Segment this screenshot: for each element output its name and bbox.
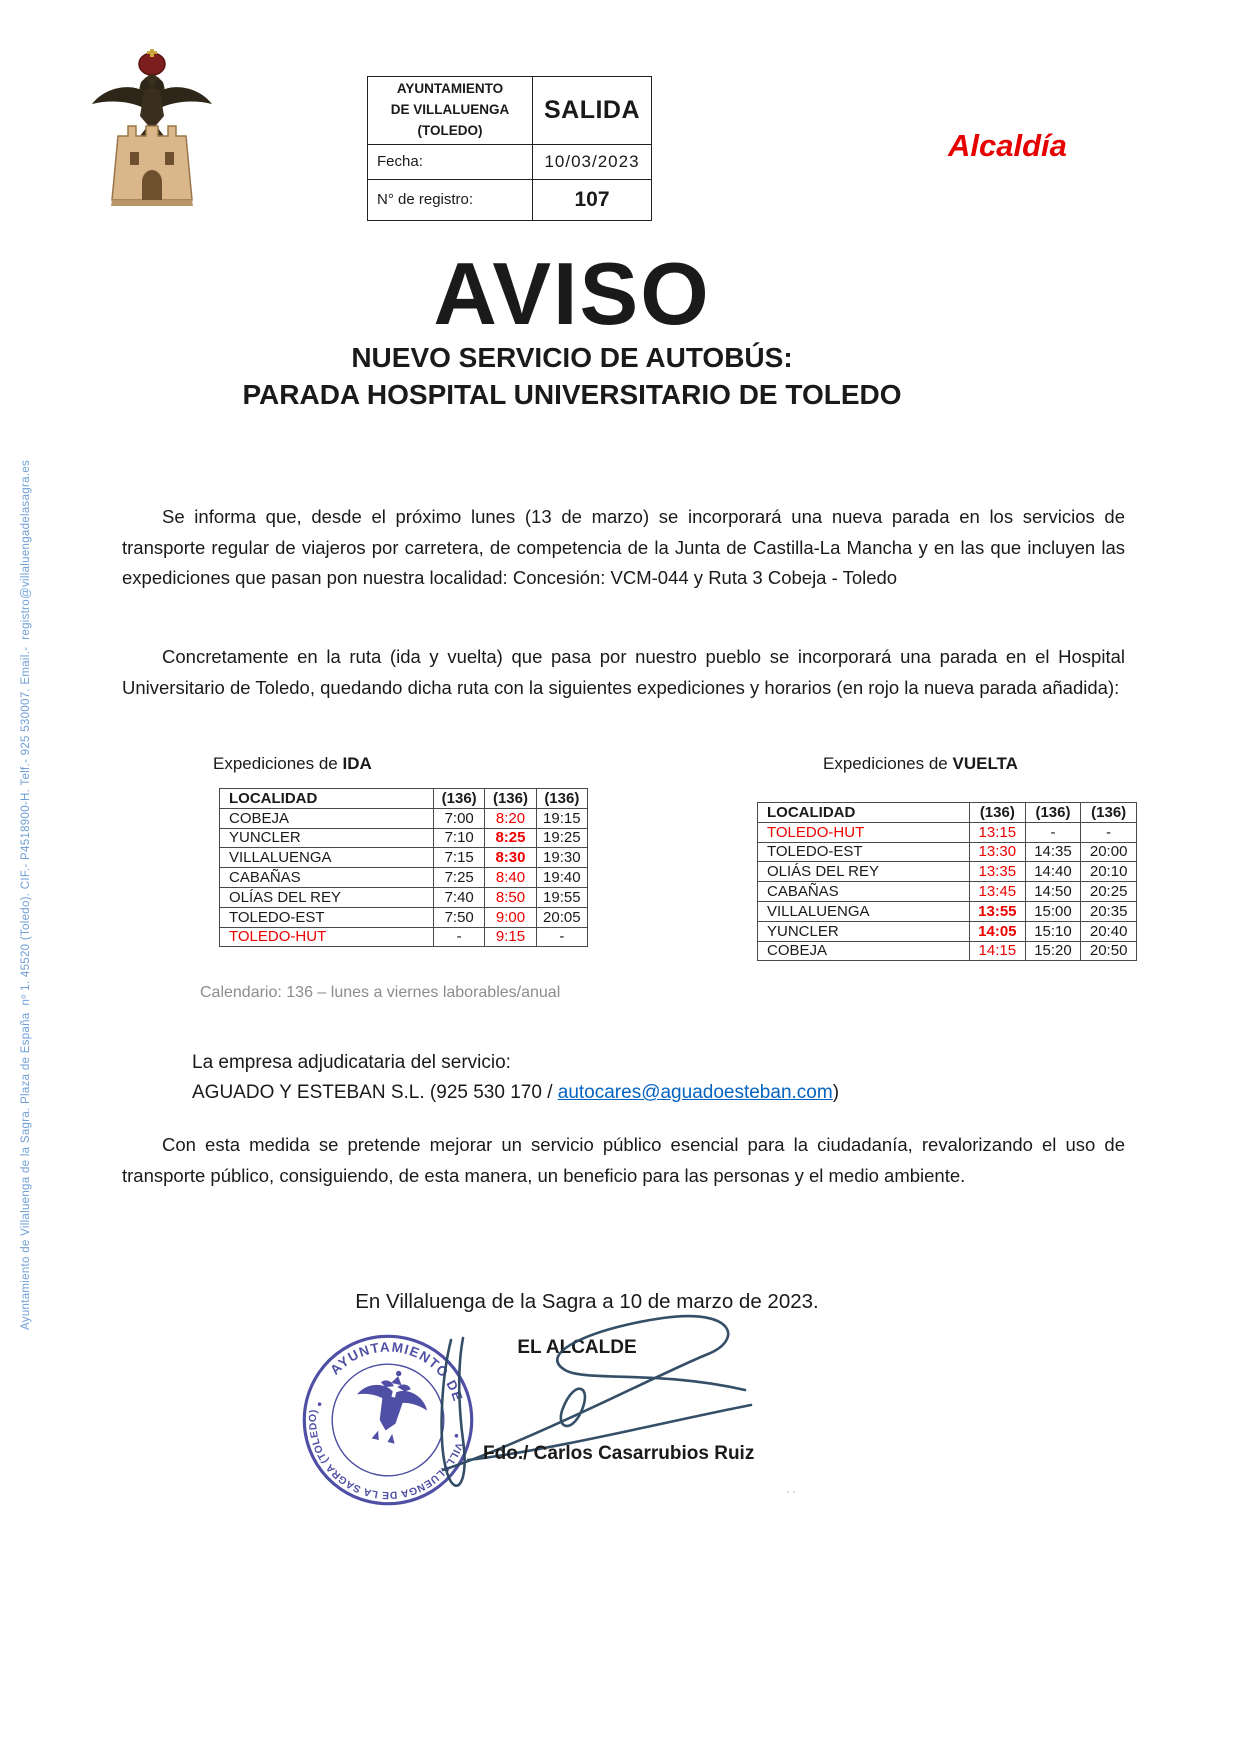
time-cell: 13:55 xyxy=(970,901,1026,921)
time-cell: - xyxy=(434,927,485,947)
registry-number-label: N° de registro: xyxy=(368,179,533,220)
locality-cell: VILLALUENGA xyxy=(758,901,970,921)
locality-cell: YUNCLER xyxy=(758,921,970,941)
registry-number-value: 107 xyxy=(533,179,652,220)
column-header: (136) xyxy=(1025,803,1081,823)
time-cell: 8:30 xyxy=(485,848,536,868)
time-cell: 14:40 xyxy=(1025,862,1081,882)
company-email-link[interactable]: autocares@aguadoesteban.com xyxy=(557,1082,833,1103)
column-header: (136) xyxy=(536,789,587,809)
table-row xyxy=(758,921,1137,941)
paragraph-route: Concretamente en la ruta (ida y vuelta) que pasa por nuestro pueblo se incorporará una parada en el Hospital Universitario de Toledo, quedando dicha ruta con la siguientes expediciones y horarios (en rojo la nueva parada añadida): xyxy=(122,646,1125,698)
time-cell: 19:30 xyxy=(536,848,587,868)
table-row xyxy=(758,941,1137,961)
time-cell: 13:35 xyxy=(970,862,1026,882)
registry-doc-type: SALIDA xyxy=(533,77,652,145)
locality-cell: OLÍAS DEL REY xyxy=(220,887,434,907)
time-cell: - xyxy=(536,927,587,947)
time-cell: 14:35 xyxy=(1025,842,1081,862)
time-cell: 13:45 xyxy=(970,882,1026,902)
caption-ida-word: IDA xyxy=(342,754,372,773)
locality-cell: CABAÑAS xyxy=(220,868,434,888)
table-row xyxy=(220,848,588,868)
time-cell: 19:40 xyxy=(536,868,587,888)
registry-org-line1: AYUNTAMIENTO xyxy=(396,81,504,96)
locality-cell: TOLEDO-EST xyxy=(220,907,434,927)
time-cell: 20:35 xyxy=(1081,901,1137,921)
signature-ink xyxy=(413,1310,758,1510)
column-header: LOCALIDAD xyxy=(758,803,970,823)
signer-title: EL ALCALDE xyxy=(517,1337,637,1358)
signature-mark: ·· xyxy=(786,1484,798,1498)
notice-subtitle-line2: PARADA HOSPITAL UNIVERSITARIO DE TOLEDO xyxy=(242,379,902,411)
timetable-ida xyxy=(219,788,588,947)
time-cell: 14:05 xyxy=(970,921,1026,941)
caption-vuelta xyxy=(823,754,1018,774)
paragraph-intro: Se informa que, desde el próximo lunes (13 de marzo) se incorporará una nueva parada en los servicios de transporte regular de viajeros por carretera, de competencia de la Junta de Castilla-La Mancha y en las que incluyen las expediciones que pasan pon nuestra localidad: Concesión: VCM-044 y Ruta 3 Cobeja - Toledo xyxy=(122,506,1125,588)
signer-name: Fdo./ Carlos Casarrubios Ruiz xyxy=(483,1443,755,1464)
time-cell: 8:40 xyxy=(485,868,536,888)
municipal-coat-of-arms xyxy=(88,48,216,216)
locality-cell: CABAÑAS xyxy=(758,882,970,902)
locality-cell: COBEJA xyxy=(220,808,434,828)
company-name: AGUADO Y ESTEBAN S.L. (925 530 170 / xyxy=(192,1082,558,1103)
time-cell: 8:20 xyxy=(485,808,536,828)
registry-org-line3: (TOLEDO) xyxy=(417,122,483,138)
registry-date-value: 10/03/2023 xyxy=(533,144,652,179)
time-cell: 9:15 xyxy=(485,927,536,947)
table-header-row xyxy=(758,803,1137,823)
title-block xyxy=(122,244,1022,414)
paragraph-closing: Con esta medida se pretende mejorar un servicio público esencial para la ciudadanía, revalorizando el uso de transporte público, consiguiendo, de esta manera, un beneficio para las personas y el medio ambiente. xyxy=(122,1134,1125,1186)
sidebar-contact-text: Ayuntamiento de Villaluenga de la Sagra. Plaza de España nº 1. 45520 (Toledo). CIF.- P4518900-H. Telf.- 925 530007. Email.- registro@villaluengadelasagra.es xyxy=(20,459,32,1330)
time-cell: 7:00 xyxy=(434,808,485,828)
time-cell: 20:05 xyxy=(536,907,587,927)
column-header: (136) xyxy=(485,789,536,809)
table-row xyxy=(220,868,588,888)
time-cell: 7:40 xyxy=(434,887,485,907)
table-row xyxy=(220,808,588,828)
company-line xyxy=(192,1078,839,1108)
company-intro: La empresa adjudicataria del servicio: xyxy=(192,1052,511,1073)
time-cell: 7:15 xyxy=(434,848,485,868)
department-label: Alcaldía xyxy=(948,128,1067,163)
registry-org-line2: DE VILLALUENGA xyxy=(390,101,510,117)
time-cell: 20:40 xyxy=(1081,921,1137,941)
notice-subtitle-line1: NUEVO SERVICIO DE AUTOBÚS: xyxy=(351,342,793,374)
time-cell: 13:30 xyxy=(970,842,1026,862)
table-row xyxy=(220,907,588,927)
table-row xyxy=(758,822,1137,842)
registry-box xyxy=(367,76,652,221)
company-suffix: ) xyxy=(832,1082,840,1103)
column-header: LOCALIDAD xyxy=(220,789,434,809)
table-header-row xyxy=(220,789,588,809)
table-row xyxy=(758,882,1137,902)
locality-cell: COBEJA xyxy=(758,941,970,961)
caption-vuelta-prefix: Expediciones de xyxy=(823,754,953,773)
calendar-note: Calendario: 136 – lunes a viernes laborables/anual xyxy=(200,984,561,1001)
time-cell: 20:10 xyxy=(1081,862,1137,882)
stamp-text-top: AYUNTAMIENTO DE xyxy=(327,1339,466,1404)
locality-cell: YUNCLER xyxy=(220,828,434,848)
company-block xyxy=(192,1048,839,1108)
locality-cell: VILLALUENGA xyxy=(220,848,434,868)
table-row xyxy=(220,828,588,848)
caption-ida xyxy=(213,754,372,774)
time-cell: 8:25 xyxy=(485,828,536,848)
time-cell: 15:20 xyxy=(1025,941,1081,961)
column-header: (136) xyxy=(1081,803,1137,823)
table-row xyxy=(220,887,588,907)
time-cell: 15:00 xyxy=(1025,901,1081,921)
caption-ida-prefix: Expediciones de xyxy=(213,754,343,773)
time-cell: 7:50 xyxy=(434,907,485,927)
locality-cell: TOLEDO-HUT xyxy=(758,822,970,842)
time-cell: 20:00 xyxy=(1081,842,1137,862)
time-cell: 19:55 xyxy=(536,887,587,907)
time-cell: 9:00 xyxy=(485,907,536,927)
time-cell: 19:15 xyxy=(536,808,587,828)
time-cell: 7:10 xyxy=(434,828,485,848)
time-cell: 8:50 xyxy=(485,887,536,907)
column-header: (136) xyxy=(970,803,1026,823)
time-cell: 15:10 xyxy=(1025,921,1081,941)
notice-title: AVISO xyxy=(433,244,711,343)
table-row xyxy=(758,862,1137,882)
stamp-text-bottom: VILLALUENGA DE LA SAGRA (TOLEDO) xyxy=(307,1408,465,1501)
time-cell: 20:25 xyxy=(1081,882,1137,902)
locality-cell: TOLEDO-EST xyxy=(758,842,970,862)
registry-date-label: Fecha: xyxy=(368,144,533,179)
column-header: (136) xyxy=(434,789,485,809)
time-cell: - xyxy=(1025,822,1081,842)
locality-cell: OLIÁS DEL REY xyxy=(758,862,970,882)
time-cell: 20:50 xyxy=(1081,941,1137,961)
time-cell: 14:50 xyxy=(1025,882,1081,902)
time-cell: - xyxy=(1081,822,1137,842)
place-date-line: En Villaluenga de la Sagra a 10 de marzo de 2023. xyxy=(355,1290,819,1313)
table-row xyxy=(758,842,1137,862)
locality-cell: TOLEDO-HUT xyxy=(220,927,434,947)
registry-org xyxy=(368,77,533,145)
caption-vuelta-word: VUELTA xyxy=(952,754,1018,773)
time-cell: 14:15 xyxy=(970,941,1026,961)
timetable-vuelta xyxy=(757,802,1137,961)
time-cell: 19:25 xyxy=(536,828,587,848)
table-row xyxy=(758,901,1137,921)
table-row xyxy=(220,927,588,947)
time-cell: 7:25 xyxy=(434,868,485,888)
time-cell: 13:15 xyxy=(970,822,1026,842)
